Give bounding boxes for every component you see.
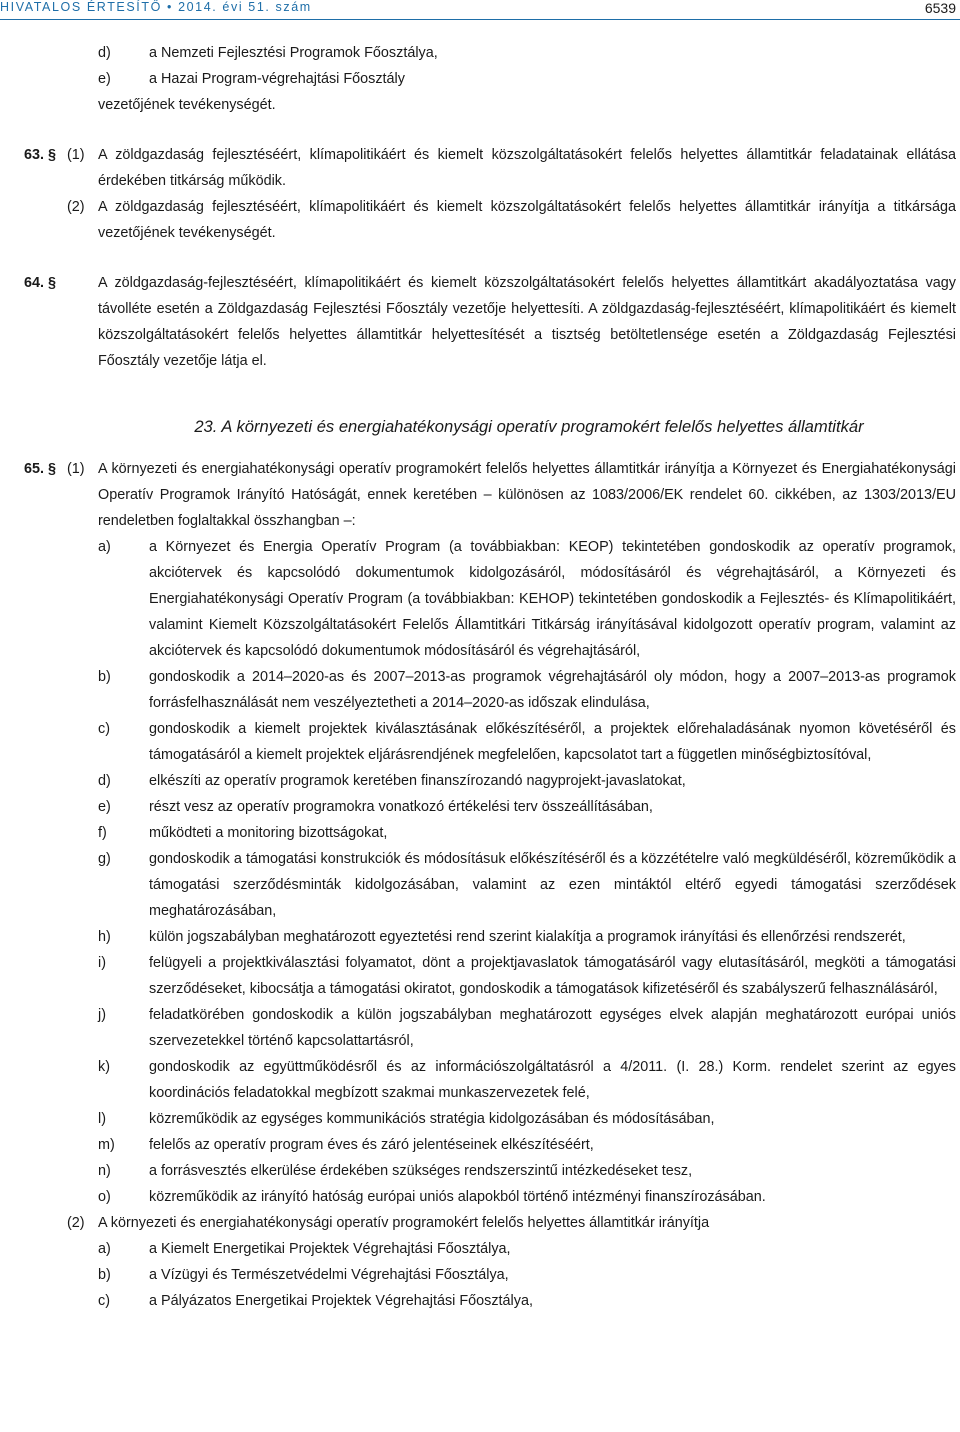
paragraph-label: (2) — [67, 199, 85, 215]
section-63-paragraph-2 — [0, 194, 960, 246]
item-label: f) — [98, 825, 107, 841]
journal-title — [0, 0, 312, 14]
paragraph-text: A zöldgazdaság fejlesztéséért, klímapolitikáért és kiemelt közszolgáltatásokért felelős helyettes államtitkár feladatainak ellátása érdekében titkárság működik. — [98, 147, 956, 189]
item-text: feladatkörében gondoskodik a külön jogszabályban meghatározott egységes elvek alapján meghatározott európai uniós szervezetekkel történő kapcsolattartásról, — [149, 1007, 956, 1049]
section-65-paragraph-2 — [0, 1210, 960, 1236]
section-number: 65. § — [24, 461, 57, 477]
list-item — [0, 1236, 960, 1262]
page-header — [0, 0, 960, 22]
journal-name: HIVATALOS ÉRTESÍTŐ — [0, 0, 162, 14]
paragraph-text: vezetőjének tevékenységét. — [98, 97, 276, 113]
item-text: a forrásvesztés elkerülése érdekében szükséges rendszerszintű intézkedéseket tesz, — [149, 1163, 693, 1179]
item-text: a Környezet és Energia Operatív Program (a továbbiakban: KEOP) tekintetében gondoskodik az operatív programok, akciótervek és kapcsolódó dokumentumok kidolgozásáról, módosításáról és végrehajtásáról, a Környezeti és Energiahatékonysági Operatív Program (a továbbiakban: KEHOP) tekintetében gondoskodik a Fejlesztés- és Klímapolitikáért, valamint Kiemelt Közszolgáltatásokért Felelős Államtitkári Titkárság irányításával kidolgozott operatív program, valamint az akciótervek és kapcsolódó dokumentumok módosításáról és végrehajtásáról, — [149, 539, 956, 659]
section-63 — [0, 142, 960, 194]
list-item — [0, 534, 960, 664]
item-text: részt vesz az operatív programokra vonatkozó értékelési terv összeállításában, — [149, 799, 653, 815]
item-text: felügyeli a projektkiválasztási folyamatot, dönt a projektjavaslatok támogatásáról vagy elutasításáról, megköti a támogatási szerződéseket, kibocsátja a támogatási okiratot, gondoskodik a támogatások kifizetéséről és szabályszerű felhasználásáról, — [149, 955, 956, 997]
list-item — [0, 1132, 960, 1158]
item-text: felelős az operatív program éves és záró jelentéseinek elkészítéséért, — [149, 1137, 594, 1153]
list-item — [0, 1054, 960, 1106]
header-rule — [0, 19, 960, 20]
paragraph-label: (1) — [67, 147, 85, 163]
list-item — [0, 950, 960, 1002]
item-label: d) — [98, 773, 111, 789]
list-item — [0, 768, 960, 794]
item-label: c) — [98, 721, 110, 737]
item-label: i) — [98, 955, 106, 971]
paragraph-text: A zöldgazdaság-fejlesztéséért, klímapolitikáért és kiemelt közszolgáltatásokért felelős helyettes államtitkárt akadályoztatása vagy távolléte esetén a Zöldgazdaság Fejlesztési Főosztály vezetője helyettesíti. A zöldgazdaság-fejlesztéséért, klímapolitikáért és kiemelt közszolgáltatásokért felelős helyettes államtitkár helyettesítését a tisztség betöltetlensége esetén a Zöldgazdaság Fejlesztési Főosztály vezetője látja el. — [98, 275, 956, 369]
paragraph-label: (1) — [67, 461, 85, 477]
item-label: a) — [98, 539, 111, 555]
list-item — [0, 66, 960, 92]
item-label: h) — [98, 929, 111, 945]
list-item — [0, 1288, 960, 1314]
paragraph-text: A környezeti és energiahatékonysági operatív programokért felelős helyettes államtitkár irányítja — [98, 1215, 710, 1231]
paragraph-text: A környezeti és energiahatékonysági operatív programokért felelős helyettes államtitkár irányítja a Környezet és Energiahatékonysági Operatív Programok Irányító Hatóságát, ennek keretében – különösen az 1083/2006/EK rendelet 60. cikkében, az 1303/2013/EU rendeletben foglaltakkal összhangban –: — [98, 461, 956, 529]
item-text: gondoskodik a támogatási konstrukciók és módosításuk előkészítéséről és a közzétételre való megküldéséről, közreműködik a támogatási szerződésminták kidolgozásában, valamint az ezen mintáktól eltérő egyedi támogatási szerződések meghatározásában, — [149, 851, 956, 919]
paragraph-text: A zöldgazdaság fejlesztéséért, klímapolitikáért és kiemelt közszolgáltatásokért felelős helyettes államtitkár irányítja a titkársága vezetőjének tevékenységét. — [98, 199, 956, 241]
item-text: a Vízügyi és Természetvédelmi Végrehajtási Főosztálya, — [149, 1267, 509, 1283]
list-item — [0, 1158, 960, 1184]
paragraph-label: (2) — [67, 1215, 85, 1231]
item-text: elkészíti az operatív programok keretében finanszírozandó nagyprojekt-javaslatokat, — [149, 773, 686, 789]
continuation-text — [0, 92, 960, 118]
item-text: gondoskodik az együttműködésről és az információszolgáltatásról a 4/2011. (I. 28.) Korm. rendelet szerint az egyes koordinációs feladatokkal megbízott szakmai munkaszervezetek felé, — [149, 1059, 956, 1101]
item-text: külön jogszabályban meghatározott egyeztetési rend szerint kialakítja a programok irányítási és ellenőrzési rendszerét, — [149, 929, 906, 945]
point-list — [0, 534, 960, 1210]
list-item — [0, 40, 960, 66]
document-body — [0, 40, 960, 1314]
item-text: közreműködik az irányító hatóság európai uniós alapokból történő intézményi finanszírozásában. — [149, 1189, 766, 1205]
item-label: e) — [98, 71, 111, 87]
item-text: a Kiemelt Energetikai Projektek Végrehajtási Főosztálya, — [149, 1241, 511, 1257]
list-item — [0, 1262, 960, 1288]
item-label: n) — [98, 1163, 111, 1179]
list-item — [0, 794, 960, 820]
item-label: l) — [98, 1111, 106, 1127]
item-label: c) — [98, 1293, 110, 1309]
item-label: b) — [98, 669, 111, 685]
item-text: a Hazai Program-végrehajtási Főosztály — [149, 71, 405, 87]
item-label: o) — [98, 1189, 111, 1205]
item-label: k) — [98, 1059, 110, 1075]
item-text: a Pályázatos Energetikai Projektek Végrehajtási Főosztálya, — [149, 1293, 533, 1309]
list-item — [0, 820, 960, 846]
item-text: a Nemzeti Fejlesztési Programok Főosztálya, — [149, 45, 438, 61]
list-item — [0, 1184, 960, 1210]
item-label: d) — [98, 45, 111, 61]
page-number: 6539 — [924, 0, 956, 16]
list-item — [0, 664, 960, 716]
item-label: a) — [98, 1241, 111, 1257]
section-number: 63. § — [24, 147, 57, 163]
item-text: gondoskodik a 2014–2020-as és 2007–2013-as programok végrehajtásáról oly módon, hogy a 2007–2013-as programok forrásfelhasználását nem veszélyeztetheti a 2014–2020-as időszak elindulása, — [149, 669, 956, 711]
section-number: 64. § — [24, 275, 57, 291]
item-text: működteti a monitoring bizottságokat, — [149, 825, 388, 841]
item-label: e) — [98, 799, 111, 815]
chapter-heading: 23. A környezeti és energiahatékonysági operatív programokért felelős helyettes államtitkár — [194, 417, 864, 436]
item-label: b) — [98, 1267, 111, 1283]
issue-label: 2014. évi 51. szám — [178, 0, 312, 14]
item-text: gondoskodik a kiemelt projektek kiválasztásának előkészítéséről, a projektek előrehaladásának nyomon követéséről és támogatásáról a kiemelt projektek eljárásrendjének megfelelően, kapcsolatot tart a független minőségbiztosítóval, — [149, 721, 956, 763]
item-label: j) — [98, 1007, 106, 1023]
list-item — [0, 1106, 960, 1132]
list-item — [0, 1002, 960, 1054]
point-list — [0, 1236, 960, 1314]
list-item — [0, 924, 960, 950]
list-item — [0, 846, 960, 924]
section-65 — [0, 456, 960, 534]
item-label: g) — [98, 851, 111, 867]
section-64 — [0, 270, 960, 374]
separator-dot: • — [167, 0, 173, 14]
item-text: közreműködik az egységes kommunikációs stratégia kidolgozásában és módosításában, — [149, 1111, 715, 1127]
item-label: m) — [98, 1137, 115, 1153]
list-item — [0, 716, 960, 768]
